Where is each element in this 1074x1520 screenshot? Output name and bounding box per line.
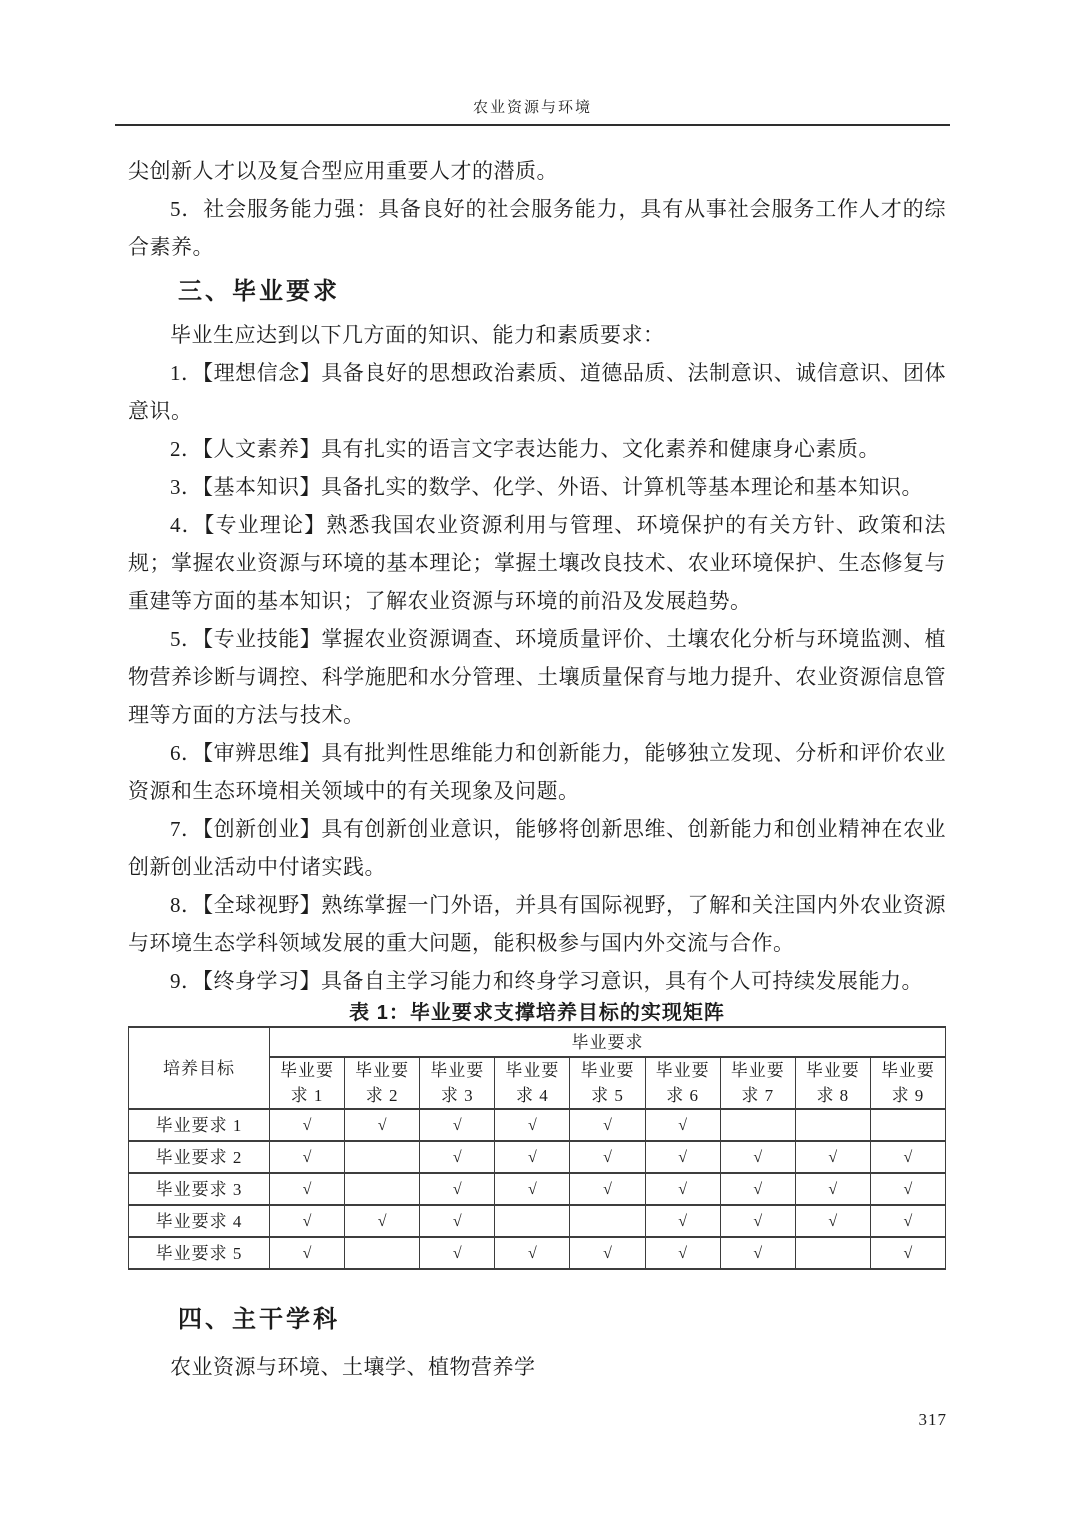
- check-cell: [345, 1141, 420, 1173]
- requirement-item-6: 6．【审辨思维】具有批判性思维能力和创新能力，能够独立发现、分析和评价农业资源和生态环境相关领域中的有关现象及问题。: [128, 741, 946, 803]
- check-cell: [795, 1109, 870, 1141]
- check-cell: √: [345, 1109, 420, 1141]
- col-header-cell: 毕业要求 8: [795, 1057, 870, 1109]
- check-cell: [345, 1237, 420, 1269]
- check-cell: √: [270, 1141, 345, 1173]
- table-row: [129, 1173, 946, 1205]
- check-cell: [495, 1205, 570, 1237]
- check-cell: √: [720, 1205, 795, 1237]
- check-cell: √: [270, 1109, 345, 1141]
- check-cell: √: [645, 1173, 720, 1205]
- section-heading-main-disciplines: 四、主干学科: [178, 1306, 340, 1333]
- check-cell: [870, 1109, 945, 1141]
- check-cell: √: [345, 1205, 420, 1237]
- check-cell: √: [495, 1141, 570, 1173]
- table-row: [129, 1109, 946, 1141]
- row-label-cell: 毕业要求 2: [129, 1141, 270, 1173]
- corner-header-cell: 培养目标: [129, 1027, 270, 1109]
- check-cell: √: [570, 1237, 645, 1269]
- check-cell: √: [495, 1237, 570, 1269]
- requirement-item-4: 4．【专业理论】熟悉我国农业资源利用与管理、环境保护的有关方针、政策和法规；掌握农业资源与环境的基本理论；掌握土壤改良技术、农业环境保护、生态修复与重建等方面的基本知识；了解农业资源与环境的前沿及发展趋势。: [128, 513, 946, 613]
- check-cell: √: [795, 1173, 870, 1205]
- check-cell: √: [570, 1173, 645, 1205]
- check-cell: √: [795, 1141, 870, 1173]
- check-cell: √: [570, 1109, 645, 1141]
- check-cell: √: [420, 1109, 495, 1141]
- row-label-cell: 毕业要求 5: [129, 1237, 270, 1269]
- support-matrix-table: [128, 1026, 946, 1270]
- group-header-cell: 毕业要求: [270, 1027, 946, 1057]
- col-header-cell: 毕业要求 9: [870, 1057, 945, 1109]
- table-row: [129, 1141, 946, 1173]
- check-cell: √: [720, 1237, 795, 1269]
- check-cell: √: [420, 1237, 495, 1269]
- check-cell: √: [270, 1173, 345, 1205]
- requirement-item-8: 8．【全球视野】熟练掌握一门外语，并具有国际视野，了解和关注国内外农业资源与环境生态学科领域发展的重大问题，能积极参与国内外交流与合作。: [128, 893, 946, 955]
- para-intro: 毕业生应达到以下几方面的知识、能力和素质要求：: [170, 323, 665, 347]
- section-heading-graduation-requirements: 三、毕业要求: [178, 278, 340, 305]
- check-cell: √: [495, 1173, 570, 1205]
- check-cell: [795, 1237, 870, 1269]
- col-header-cell: 毕业要求 5: [570, 1057, 645, 1109]
- col-header-cell: 毕业要求 4: [495, 1057, 570, 1109]
- check-cell: √: [570, 1141, 645, 1173]
- check-cell: √: [870, 1237, 945, 1269]
- check-cell: [345, 1173, 420, 1205]
- table-row: [129, 1205, 946, 1237]
- para-continuation: 尖创新人才以及复合型应用重要人才的潜质。: [128, 159, 558, 183]
- check-cell: √: [645, 1141, 720, 1173]
- check-cell: √: [495, 1109, 570, 1141]
- para-objective-5: 5．社会服务能力强：具备良好的社会服务能力，具有从事社会服务工作人才的综合素养。: [128, 197, 946, 259]
- check-cell: √: [645, 1109, 720, 1141]
- check-cell: [720, 1109, 795, 1141]
- para-main-disciplines: 农业资源与环境、土壤学、植物营养学: [170, 1355, 536, 1379]
- check-cell: √: [420, 1173, 495, 1205]
- check-cell: √: [720, 1173, 795, 1205]
- check-cell: √: [870, 1173, 945, 1205]
- requirement-item-3: 3．【基本知识】具备扎实的数学、化学、外语、计算机等基本理论和基本知识。: [170, 475, 923, 499]
- requirement-item-1: 1．【理想信念】具备良好的思想政治素质、道德品质、法制意识、诚信意识、团体意识。: [128, 361, 946, 423]
- requirement-item-9: 9．【终身学习】具备自主学习能力和终身学习意识，具有个人可持续发展能力。: [170, 969, 923, 993]
- check-cell: √: [870, 1205, 945, 1237]
- row-label-cell: 毕业要求 3: [129, 1173, 270, 1205]
- col-header-cell: 毕业要求 6: [645, 1057, 720, 1109]
- row-label-cell: 毕业要求 1: [129, 1109, 270, 1141]
- check-cell: √: [645, 1237, 720, 1269]
- check-cell: √: [270, 1237, 345, 1269]
- page-content: [128, 152, 946, 1386]
- col-header-cell: 毕业要求 2: [345, 1057, 420, 1109]
- requirement-item-5: 5．【专业技能】掌握农业资源调查、环境质量评价、土壤农化分析与环境监测、植物营养诊断与调控、科学施肥和水分管理、土壤质量保育与地力提升、农业资源信息管理等方面的方法与技术。: [128, 627, 946, 727]
- running-head: [115, 96, 950, 126]
- table-row: [129, 1237, 946, 1269]
- check-cell: [570, 1205, 645, 1237]
- col-header-cell: 毕业要求 1: [270, 1057, 345, 1109]
- col-header-cell: 毕业要求 7: [720, 1057, 795, 1109]
- page-number: 317: [918, 1410, 947, 1429]
- check-cell: √: [420, 1141, 495, 1173]
- check-cell: √: [420, 1205, 495, 1237]
- running-head-title: 农业资源与环境: [472, 100, 592, 116]
- check-cell: √: [270, 1205, 345, 1237]
- row-label-cell: 毕业要求 4: [129, 1205, 270, 1237]
- col-header-cell: 毕业要求 3: [420, 1057, 495, 1109]
- table-title: 表 1：毕业要求支撑培养目标的实现矩阵: [349, 1002, 725, 1024]
- requirement-item-7: 7．【创新创业】具有创新创业意识，能够将创新思维、创新能力和创业精神在农业创新创业活动中付诸实践。: [128, 817, 946, 879]
- check-cell: √: [870, 1141, 945, 1173]
- check-cell: √: [720, 1141, 795, 1173]
- requirement-item-2: 2．【人文素养】具有扎实的语言文字表达能力、文化素养和健康身心素质。: [170, 437, 880, 461]
- check-cell: √: [645, 1205, 720, 1237]
- check-cell: √: [795, 1205, 870, 1237]
- table-group-header-row: [129, 1027, 946, 1057]
